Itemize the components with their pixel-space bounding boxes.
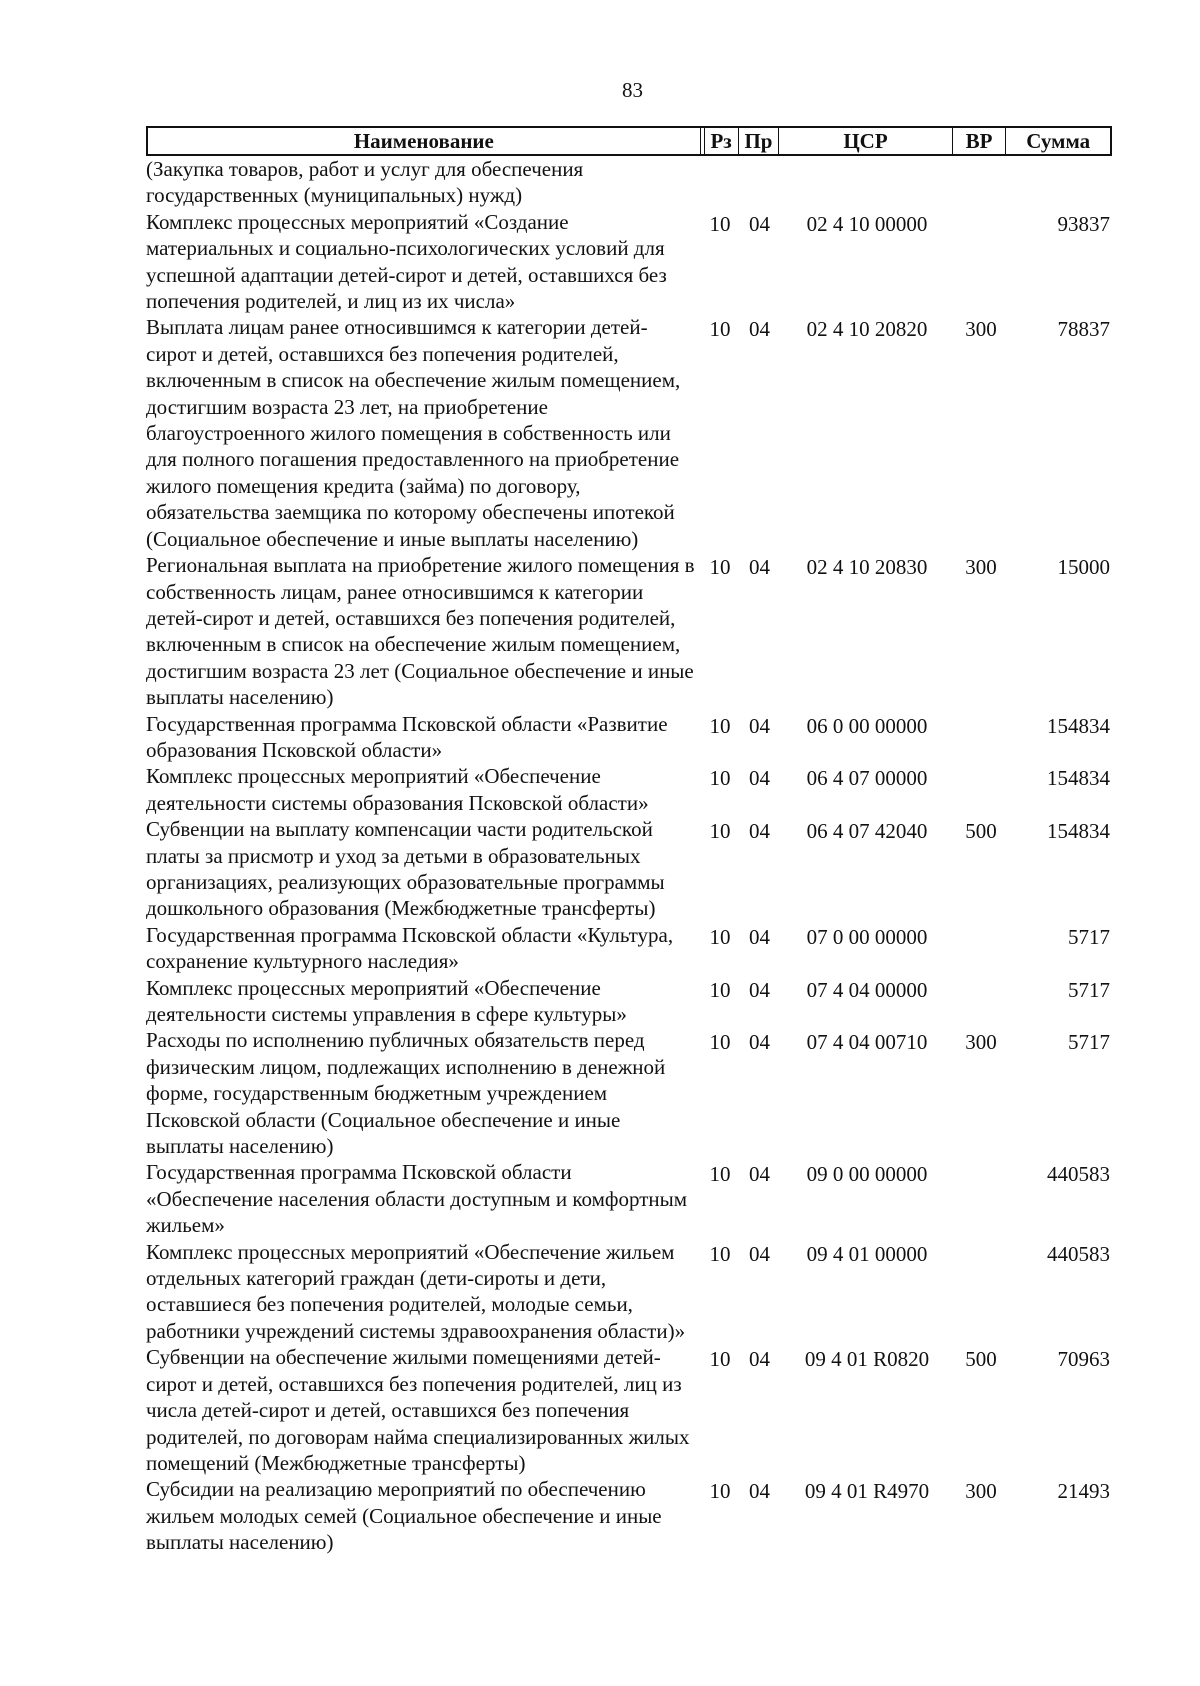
table-row <box>146 1239 1112 1345</box>
row-pr: 04 <box>749 555 770 580</box>
row-pr: 04 <box>749 713 770 738</box>
row-name: Государственная программа Псковской области «Развитие образования Псковской области» <box>146 711 668 762</box>
row-csr: 06 4 07 42040 <box>806 819 928 844</box>
row-vr: 300 <box>965 1479 997 1504</box>
table-row <box>146 763 1112 816</box>
row-csr: 07 4 04 00000 <box>806 977 928 1002</box>
row-name: Субвенции на обеспечение жилыми помещениями детей-сирот и детей, оставшихся без попечения родителей, лиц из числа детей-сирот и детей, оставшихся без попечения родителей, по договорам найма специализированных жилых помещений (Межбюджетные трансферты) <box>146 1345 690 1475</box>
table-row <box>146 156 1112 209</box>
row-vr <box>954 922 1008 975</box>
header-name: Наименование <box>148 128 701 154</box>
row-vr <box>954 1159 1008 1238</box>
row-csr: 06 4 07 00000 <box>806 766 928 791</box>
row-rz: 10 <box>709 1479 731 1504</box>
row-rz: 10 <box>709 924 731 949</box>
table-row <box>146 1344 1112 1476</box>
row-name: Субвенции на выплату компенсации части родительской платы за присмотр и уход за детьми в образовательных организациях, реализующих образовательные программы дошкольного образования (Межбюджетные трансферты) <box>146 817 665 921</box>
row-csr: 09 4 01 R4970 <box>804 1479 930 1504</box>
row-sum: 440583 <box>1047 1241 1110 1266</box>
table-row <box>146 209 1112 315</box>
row-pr: 04 <box>749 1241 770 1266</box>
row-pr: 04 <box>749 1479 770 1504</box>
row-vr <box>954 1239 1008 1345</box>
table-row <box>146 922 1112 975</box>
row-csr: 09 0 00 00000 <box>806 1162 928 1187</box>
row-vr: 500 <box>965 1347 997 1372</box>
row-pr: 04 <box>749 977 770 1002</box>
row-name: (Закупка товаров, работ и услуг для обеспечения государственных (муниципальных) нужд) <box>146 157 584 208</box>
row-rz: 10 <box>709 1241 731 1266</box>
row-vr: 300 <box>965 555 997 580</box>
row-pr: 04 <box>749 211 770 236</box>
header-sum: Сумма <box>1026 128 1091 153</box>
header-rz: Рз <box>705 128 739 154</box>
row-sum: 21493 <box>1057 1479 1110 1504</box>
table-row <box>146 552 1112 710</box>
header-vr: ВР <box>953 128 1007 154</box>
row-vr <box>954 209 1008 315</box>
row-sum: 440583 <box>1047 1162 1110 1187</box>
budget-table <box>146 126 1112 1556</box>
row-sum: 154834 <box>1047 713 1110 738</box>
row-csr: 06 0 00 00000 <box>806 713 928 738</box>
table-row <box>146 1159 1112 1238</box>
row-name: Государственная программа Псковской области «Обеспечение населения области доступным и комфортным жильем» <box>146 1160 688 1238</box>
row-rz: 10 <box>709 555 731 580</box>
row-vr: 500 <box>965 819 997 844</box>
row-csr: 09 4 01 R0820 <box>804 1347 930 1372</box>
table-row <box>146 816 1112 922</box>
row-pr: 04 <box>749 766 770 791</box>
row-csr: 02 4 10 20830 <box>806 555 928 580</box>
row-name: Комплекс процессных мероприятий «Создание материальных и социально-психологических условий для успешной адаптации детей-сирот и детей, оставшихся без попечения родителей, и лиц из их числа» <box>146 209 667 314</box>
table-row <box>146 711 1112 764</box>
row-vr <box>954 763 1008 816</box>
row-pr: 04 <box>749 317 770 342</box>
row-pr: 04 <box>749 1030 770 1055</box>
row-rz: 10 <box>709 819 731 844</box>
row-csr: 02 4 10 00000 <box>806 211 928 236</box>
header-pr: Пр <box>739 128 780 154</box>
row-rz: 10 <box>709 977 731 1002</box>
table-row <box>146 975 1112 1028</box>
table-row <box>146 314 1112 552</box>
row-pr: 04 <box>749 1347 770 1372</box>
row-csr: 02 4 10 20820 <box>806 317 928 342</box>
header-csr: ЦСР <box>779 128 952 154</box>
row-name: Государственная программа Псковской области «Культура, сохранение культурного наследия» <box>146 922 674 974</box>
row-rz: 10 <box>709 317 731 342</box>
row-rz: 10 <box>709 211 731 236</box>
row-pr: 04 <box>749 924 770 949</box>
row-vr <box>954 711 1008 764</box>
row-vr <box>954 156 1008 209</box>
row-vr <box>954 975 1008 1028</box>
row-sum: 70963 <box>1057 1347 1110 1372</box>
table-body <box>146 156 1112 1556</box>
row-csr: 09 4 01 00000 <box>806 1241 928 1266</box>
row-rz: 10 <box>709 766 731 791</box>
row-sum: 5717 <box>1068 924 1110 949</box>
table-row <box>146 1027 1112 1159</box>
row-rz: 10 <box>709 1030 731 1055</box>
row-name: Комплекс процессных мероприятий «Обеспечение деятельности системы управления в сфере культуры» <box>146 975 627 1026</box>
row-sum: 5717 <box>1068 977 1110 1002</box>
row-sum: 154834 <box>1047 819 1110 844</box>
row-pr <box>739 156 780 209</box>
row-name: Расходы по исполнению публичных обязательств перед физическим лицом, подлежащих исполнению в денежной форме, государственным бюджетным учреждением Псковской области (Социальное обеспечение и иные выплаты населению) <box>146 1028 666 1159</box>
row-rz: 10 <box>709 1347 731 1372</box>
row-sum: 5717 <box>1068 1030 1110 1055</box>
table-row <box>146 1476 1112 1555</box>
row-rz: 10 <box>709 713 731 738</box>
row-rz: 10 <box>709 1162 731 1187</box>
row-sum: 154834 <box>1047 766 1110 791</box>
row-sum: 93837 <box>1057 211 1110 236</box>
row-name: Региональная выплата на приобретение жилого помещения в собственность лицам, ранее относившимся к категории детей-сирот и детей, оставшихся без попечения родителей, включенным в список на обеспечение жилым помещением, достигшим возраста 23 лет (Социальное обеспечение и иные выплаты населению) <box>146 553 695 710</box>
row-csr: 07 0 00 00000 <box>806 924 928 949</box>
row-csr <box>780 156 954 209</box>
row-csr: 07 4 04 00710 <box>806 1030 928 1055</box>
table-header <box>146 126 1112 156</box>
row-vr: 300 <box>965 317 997 342</box>
row-name: Выплата лицам ранее относившимся к категории детей-сирот и детей, оставшихся без попечения родителей, включенным в список на обеспечение жилым помещением, достигшим возраста 23 лет, на приобретение благоустроенного жилого помещения в собственность или для полного погашения предоставленного на приобретение жилого помещения кредита (займа) по договору, обязательства заемщика по которому обеспечены ипотекой (Социальное обеспечение и иные выплаты населению) <box>146 315 681 551</box>
row-name: Комплекс процессных мероприятий «Обеспечение жильем отдельных категорий граждан (дети-сироты и дети, оставшиеся без попечения родителей, молодые семьи, работники учреждений системы здравоохранения области)» <box>146 1239 686 1343</box>
row-sum: 15000 <box>1057 555 1110 580</box>
row-name: Комплекс процессных мероприятий «Обеспечение деятельности системы образования Псковской области» <box>146 764 649 815</box>
row-rz <box>701 156 739 209</box>
row-sum: 78837 <box>1057 317 1110 342</box>
row-name: Субсидии на реализацию мероприятий по обеспечению жильем молодых семей (Социальное обеспечение и иные выплаты населению) <box>146 1477 662 1555</box>
row-pr: 04 <box>749 819 770 844</box>
row-vr: 300 <box>965 1030 997 1055</box>
row-sum <box>1008 156 1112 209</box>
row-pr: 04 <box>749 1162 770 1187</box>
page-number: 83 <box>622 78 643 102</box>
